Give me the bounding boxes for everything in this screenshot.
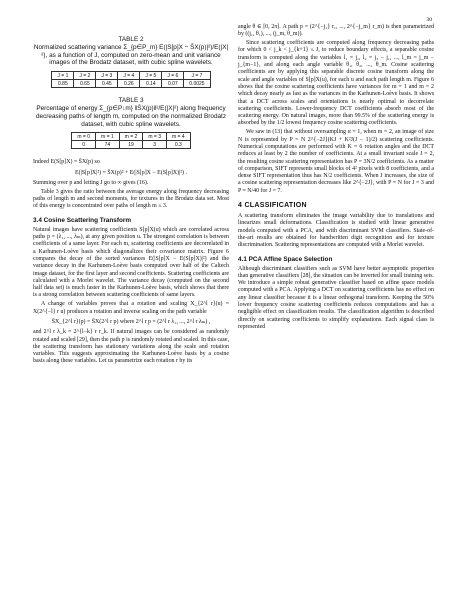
table-cell: 0.07	[162, 80, 184, 88]
table3-caption	[33, 97, 229, 128]
section-heading: 3.4 Cosine Scattering Transform	[33, 216, 132, 224]
paragraph: Table 3 gives the ratio between the average energy along frequency decreasing paths of length m and second moments, for textures in the Brodatz data set. Most of this energy is concentrated over paths of length m ≤ 3.	[33, 188, 229, 210]
left-column	[33, 24, 229, 367]
table-cell: J = 7	[184, 72, 210, 80]
table-cell: m = 2	[119, 133, 143, 141]
table-cell: 0	[72, 141, 96, 149]
table2-value-row	[52, 80, 210, 88]
table3	[71, 132, 190, 149]
table-cell: J = 3	[96, 72, 118, 80]
table-cell: 0.65	[74, 80, 96, 88]
table-cell: J = 5	[140, 72, 162, 80]
table3-caption-text: Percentage of energy Σ_{p∈P↓m} ‖S̄X(p)‖²/E(|X|²) along frequency decreasing paths of length m, computed on the normalized Brodatz dataset, with cubic spline wavelets.	[35, 104, 227, 128]
section-heading: 4.1 PCA Affine Space Selection	[238, 255, 333, 263]
table-cell: 0.85	[52, 80, 74, 88]
paragraph: angle θ ∈ [0, 2π]. A path p = (2^{−j₁} r₁, ..., 2^{−j_m} r_m) is then parametrized by ((j₁, θ₁), ..., (j_m, θ_m)).	[238, 24, 434, 38]
path-equation: S̄X_{2^l r}(p) = S̄X(2^l r p) where 2^l r p = (2^l r λ₁, ..., 2^l r λₘ) ,	[51, 318, 211, 325]
table2-caption-text: Normalized scattering variance Σ_{p∈P_m} E(|S[p]X − S̄X(p)|²)/E(|X|²), as a function of J, computed on zero-mean and unit variance images of the Brodatz dataset, with cubic spline wavelets.	[33, 43, 229, 67]
paragraph: Since scattering coefficients are computed along frequency decreasing paths for which 0 < j_k < j_{k+1} ≤ J, to reduce boundary effects, a separable cosine transform is computed along the variables l₁ = j₁, l₂ = j₂ − j₁, ..., l_m = j_m − j_{m−1}, and along each angle variable θ₁, θ₂, ..., θ_m. Cosine scattering coefficients are by applying this separable discrete cosine transform along the scale and angle variables of S[p]X(u), for each u and each path length m. Figure 6 shows that the cosine scattering coefficients have variances for m = 1 and m = 2 which decay nearly as fast as the variances in the Karhunen-Loève basis. It shows that a DCT across scales and orientations is nearly optimal to decorrelate scattering coefficients. Lower-frequency DCT coefficients absorb most of the scattering energy. On natural images, more than 99.5% of the scattering energy is absorbed by the 1/2 lowest frequency cosine scattering coefficients.	[238, 40, 434, 127]
right-column	[238, 24, 434, 333]
table2-caption	[33, 36, 229, 67]
paragraph: A change of variables proves that a rotation and scaling X_{2^l r}(u) = X(2^{−l} r u) produces a rotation and inverse scaling on the path variable	[33, 301, 229, 315]
table2-header-row	[52, 72, 210, 80]
table-cell: J = 6	[162, 72, 184, 80]
paragraph: and 2^l r λ_k = 2^{l−k} r r_k. If natural images can be considered as randomly rotated and scaled [29], then the path p is randomly rotated and scaled. In this case, the scattering transform has stationary variations along the scale and rotation variables. This suggests approximating the Karhunen-Loève basis by a cosine basis along these variables. Let us parametrize each rotation r by its	[33, 329, 229, 365]
table-cell: J = 1	[52, 72, 74, 80]
table3-header-row	[72, 133, 190, 141]
table-cell: m = 1	[96, 133, 120, 141]
paragraph: Summing over p and letting J go to ∞ gives (16).	[33, 179, 149, 186]
table2-label: TABLE 2	[118, 36, 144, 43]
table-cell: 74	[96, 141, 120, 149]
table-cell: 0.3	[166, 141, 190, 149]
paragraph: Although discriminant classifiers such as SVM have better asymptotic properties than generative classifiers [28], the situation can be inverted for small training sets. We introduce a simple robust generative classifier based on affine space models computed with a PCA. Applying a DCT on scattering coefficients has no effect on any linear classifier because it is a linear orthogonal transform. Keeping the 50% lower frequency cosine scattering coefficients reduces computations and has a negligible effect on classification results. The classification algorithm is described directly on scattering coefficients to simplify explanations. Each signal class is represented	[238, 265, 434, 330]
section-heading: 4 CLASSIFICATION	[238, 202, 307, 210]
table2	[51, 71, 210, 88]
paragraph: We saw in (13) that without oversampling α = 1, when m = 2, an image of size N is represented by P = N 2^{−2J}(KJ + K²J(J − 1)/2) scattering coefficients. Numerical computations are performed with K = 6 rotation angles and the DCT reduces at least by 2 the number of coefficients. At a small invariant scale J = 2, the resulting cosine scattering representation has P = 3N/2 coefficients. As a matter of comparison, SIFT represents small blocks of 4² pixels with 8 coefficients, and a dense SIFT representation thus has N/2 coefficients. When J increases, the size of a cosine scattering representation decreases like 2^{−2J}, with P = N for J = 3 and P ≈ N/40 for J = 7.	[238, 129, 434, 194]
paragraph: A scattering transform eliminates the image variability due to translations and linearizes small deformations. Classification is studied with linear generative models computed with a PCA, and with discriminant SVM classifiers. State-of-the-art results are obtained for handwritten digit recognition and for texture discrimination. Scattering representations are computed with a Morlet wavelet.	[238, 213, 434, 249]
table-cell: 0.45	[96, 80, 118, 88]
table-cell: J = 4	[118, 72, 140, 80]
table-cell: m = 3	[143, 133, 167, 141]
table-cell: 19	[119, 141, 143, 149]
table3-value-row	[72, 141, 190, 149]
table-cell: 3	[143, 141, 167, 149]
table-cell: m = 4	[166, 133, 190, 141]
table-cell: 0.0025	[184, 80, 210, 88]
page-number: 30	[426, 17, 432, 23]
paragraph: Natural images have scattering coefficients S[p]X(u) which are correlated across paths p = (λ₁, ..., λₘ), at any given position u. The strongest correlation is between coefficients of a same layer. For each m, scattering coefficients are decorrelated in a Karhunen-Loève basis which diagonalizes their covariance matrix. Figure 6 compares the decay of the sorted variances E(|S[p]X − E(S[p]X)|²) and the variance decay in the Karhunen-Loève basis computed over half of the Caltech image dataset, for the first layer and second coefficients. Scattering coefficients are calculated with a Morlet wavelet. The variance decay (computed on the second half data set) is much faster in the Karhunen-Loève basis, which shows that there is a strong correlation between scattering coefficients of same layers.	[33, 226, 229, 299]
table-cell: 0.26	[118, 80, 140, 88]
table-cell: 0.14	[140, 80, 162, 88]
equation: E(|S[p]X|²) = S̄X(p)² + E(|S[p]X − E(S[p]X)|²) .	[75, 169, 187, 176]
table-cell: m = 0	[72, 133, 96, 141]
paragraph: Indeed E(S[p]X) = S̄X(p) so	[33, 159, 100, 166]
table3-label: TABLE 3	[118, 97, 144, 105]
table-cell: J = 2	[74, 72, 96, 80]
